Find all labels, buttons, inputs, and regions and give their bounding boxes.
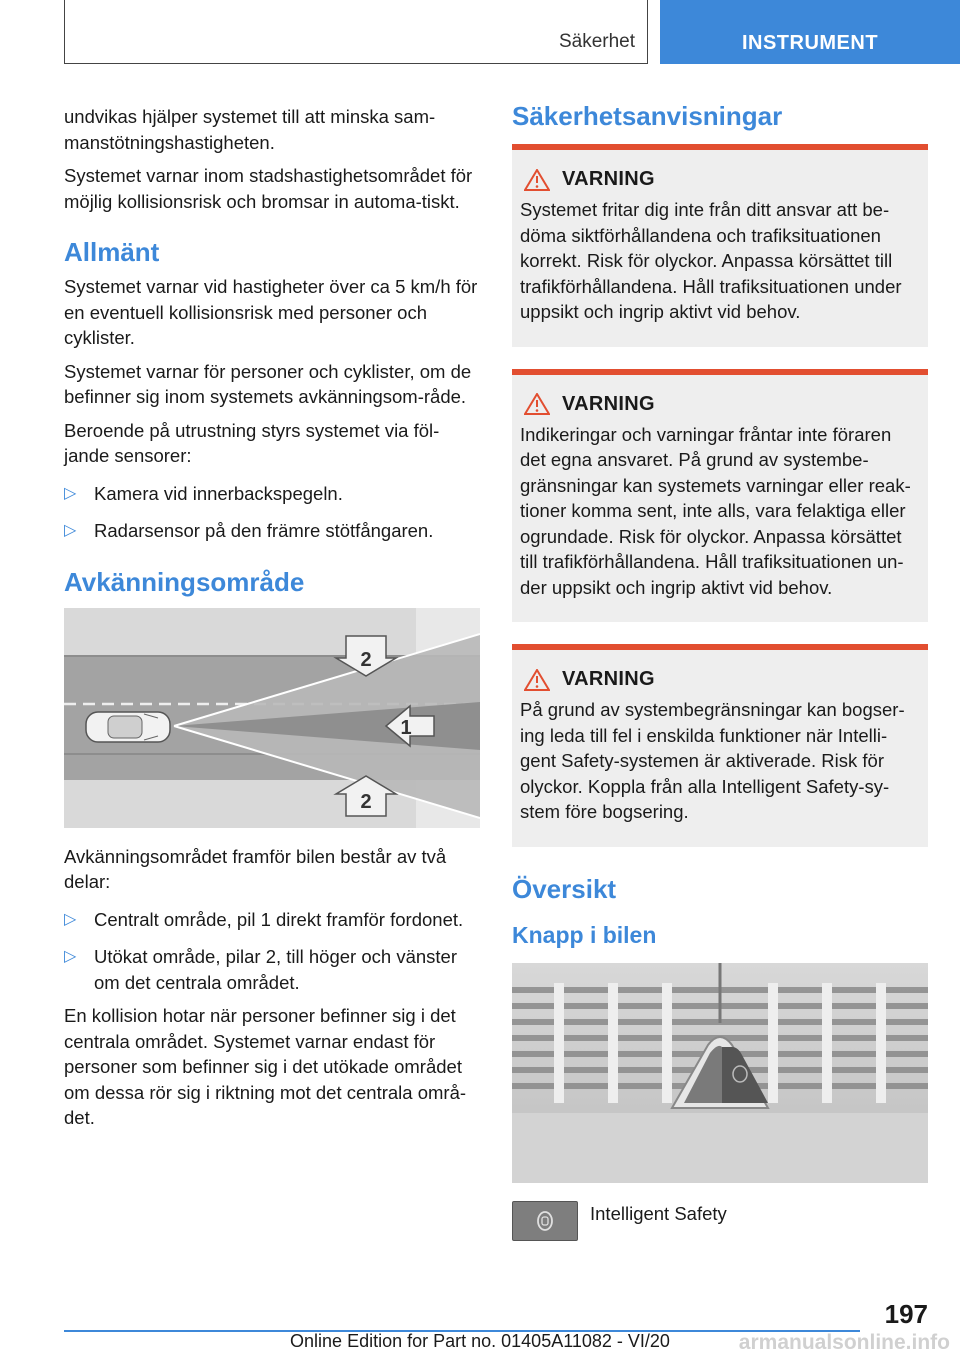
safety-heading: Säkerhetsanvisningar [512,101,783,131]
warning-text: Indikeringar och varningar fråntar inte föraren det egna ansvaret. På grund av systembe-gränsningar kan systemets varningar eller reak-tioner komma sent, inte alls, vara felaktiga eller ogrundade. Risk för olyckor. Anpassa körsättet till trafikförhållandena. Håll trafiksituationen un-der uppsikt och ingrip aktivt vid behov. [520,423,911,598]
svg-text:1: 1 [400,716,412,739]
warning-title: VARNING [562,168,655,190]
intelligent-safety-icon [535,1210,555,1232]
right-column [512,100,928,1241]
bullet-triangle-icon: ▷ [64,910,77,928]
general-paragraph: Beroende på utrustning styrs systemet via föl-jande sensorer: [64,419,440,466]
button-heading: Knapp i bilen [512,921,657,948]
warning-triangle-icon [524,393,550,415]
warning-title: VARNING [562,392,655,415]
chapter-tab-label: INSTRUMENT [741,32,879,54]
range-parts-list [64,907,480,996]
intro-paragraph: undvikas hjälper systemet till att minska sam-manstötningshastigheten. [64,106,436,153]
bullet-triangle-icon: ▷ [64,522,77,539]
warning-box [512,144,928,347]
list-item: ▷ Utökat område, pilar 2, till höger och vänster om det centrala området. [64,946,457,993]
detection-range-figure [64,608,480,828]
warning-box [512,369,928,623]
bullet-triangle-icon: ▷ [64,484,77,502]
general-paragraph: Systemet varnar vid hastigheter över ca 5 km/h för en eventuell kollisionsrisk med personer och cyklister. [64,276,478,348]
range-heading: Avkänningsområde [64,566,305,597]
warning-text: Systemet fritar dig inte från ditt ansvar att be-döma siktförhållandena och trafiksituationen korrekt. Risk för olyckor. Anpassa körsättet till trafikförhållandena. Håll trafiksituationen under uppsikt och ingrip aktivt vid behov. [520,199,902,322]
warning-text: På grund av systembegränsningar kan bogser-ing leda till fel i enskilda funktioner när Intelli-gent Safety-systemen är aktiverade. Risk för olyckor. Koppla från alla Intelligent Safety-sy-stem före bogsering. [520,699,905,822]
vent-panel-illustration [512,963,928,1183]
chapter-tab[interactable] [660,0,960,64]
warning-box [512,644,928,847]
warning-title: VARNING [562,668,655,690]
detection-range-diagram [64,608,480,828]
range-intro: Avkänningsområdet framför bilen består av två delar: [64,845,447,892]
warning-triangle-icon [524,169,550,191]
car-icon [86,712,170,742]
bullet-triangle-icon: ▷ [64,948,77,965]
button-label: Intelligent Safety [590,1202,727,1224]
general-heading: Allmänt [64,237,160,267]
watermark: armanualsonline.info [738,1331,950,1354]
page-number: 197 [884,1299,928,1329]
dashboard-button-photo [512,963,928,1183]
list-item: ▷ Kamera vid innerbackspegeln. [64,481,480,507]
list-item: ▷ Centralt område, pil 1 direkt framför fordonet. [64,907,480,933]
intro-paragraph: Systemet varnar inom stadshastighetsområdet för möjlig kollisionsrisk och bromsar in automa-tiskt. [64,165,473,212]
section-title: Säkerhet [558,31,635,52]
intelligent-safety-button[interactable] [512,1201,578,1241]
range-closing: En kollision hotar när personer befinner sig i det centrala området. Systemet varnar endast för personer som befinner sig i det utökade området om dessa rör sig i riktning mot det centrala områ-det. [64,1005,467,1128]
left-column [64,104,480,1139]
general-paragraph: Systemet varnar för personer och cyklister, om de befinner sig inom systemets avkänningsom-råde. [64,360,472,407]
sensor-list [64,481,480,544]
warning-triangle-icon [524,669,550,691]
button-legend [512,1201,928,1241]
svg-text:2: 2 [360,648,372,671]
overview-heading: Översikt [512,873,617,904]
list-item: ▷ Radarsensor på den främre stötfångaren. [64,518,480,544]
edition-text: Online Edition for Part no. 01405A11082 - VI/20 [290,1331,670,1351]
svg-text:2: 2 [360,790,372,813]
header-section-box [64,0,648,64]
